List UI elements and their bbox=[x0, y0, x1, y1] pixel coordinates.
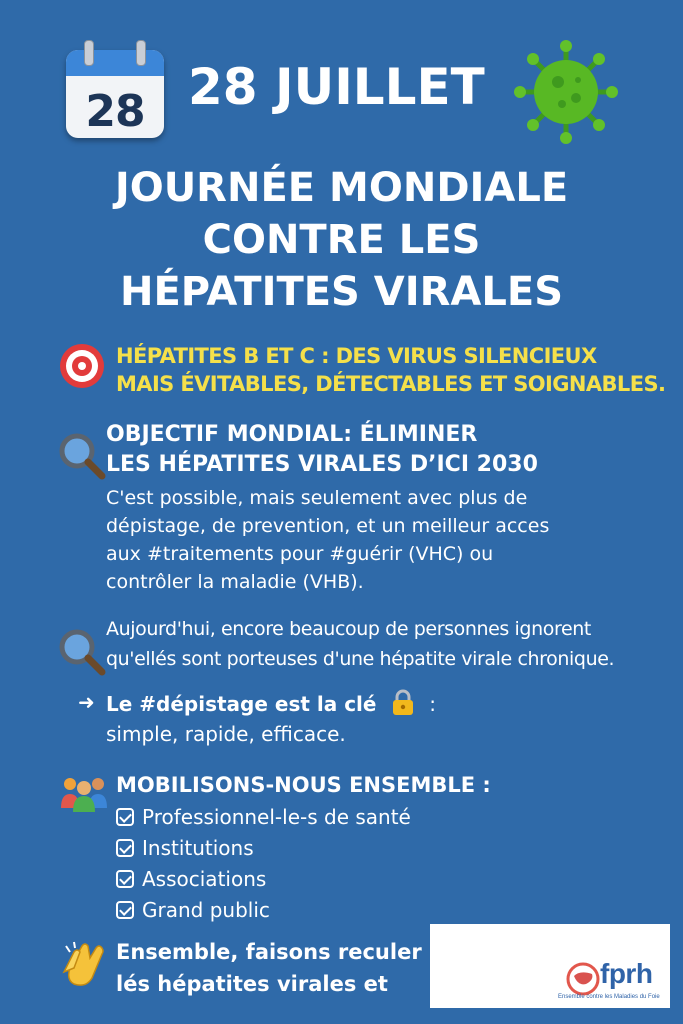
screening-bold: Le #dépistage est la clé bbox=[106, 692, 377, 716]
list-item: Grand public bbox=[116, 895, 516, 926]
logo-name: fprh bbox=[600, 958, 653, 989]
checkbox-icon bbox=[116, 870, 134, 888]
closing-line: lés hépatites virales et bbox=[116, 972, 388, 996]
objective-body-line: aux #traitements pour #guérir (VHC) ou bbox=[106, 543, 494, 565]
virus-icon bbox=[514, 40, 618, 144]
people-icon bbox=[60, 772, 108, 812]
magnifier-icon bbox=[56, 626, 106, 676]
title-line: JOURNÉE MONDIALE bbox=[114, 165, 569, 211]
list-item: Institutions bbox=[116, 833, 516, 864]
list-item: Associations bbox=[116, 864, 516, 895]
screening-text bbox=[106, 688, 586, 749]
closing-text bbox=[116, 936, 426, 1000]
target-icon bbox=[58, 342, 106, 390]
title-line: CONTRE LES bbox=[202, 217, 481, 263]
today-line: qu'ellés sont porteuses d'une hépatite virale chronique. bbox=[106, 648, 615, 670]
checkbox-icon bbox=[116, 901, 134, 919]
objective-body-line: C'est possible, mais seulement avec plus de bbox=[106, 487, 528, 509]
logo-tagline: Ensemble contre les Maladies du Foie bbox=[558, 994, 660, 1000]
title-line: HÉPATITES VIRALES bbox=[119, 269, 564, 315]
highlight-line: MAIS ÉVITABLES, DÉTECTABLES ET SOIGNABLES. bbox=[116, 372, 666, 396]
today-line: Aujourd'hui, encore beaucoup de personnes ignorent bbox=[106, 618, 591, 640]
objective-body-line: contrôler la maladie (VHB). bbox=[106, 571, 364, 593]
highlight-text bbox=[116, 342, 676, 398]
date-title: 28 JUILLET bbox=[188, 58, 485, 116]
objective-title-line: OBJECTIF MONDIAL: ÉLIMINER bbox=[106, 422, 478, 447]
closing-line: Ensemble, faisons reculer bbox=[116, 940, 422, 964]
calendar-icon bbox=[66, 40, 164, 138]
objective-title bbox=[106, 420, 666, 480]
mobilize-title: MOBILISONS-NOUS ENSEMBLE : bbox=[116, 773, 491, 797]
checkbox-icon bbox=[116, 839, 134, 857]
logo-panel bbox=[430, 924, 670, 1008]
clapping-hands-icon bbox=[60, 938, 110, 988]
objective-body bbox=[106, 484, 676, 596]
objective-body-line: dépistage, de prevention, et un meilleur acces bbox=[106, 515, 550, 537]
today-text bbox=[106, 614, 681, 674]
checkbox-icon bbox=[116, 808, 134, 826]
arrow-icon: ➜ bbox=[78, 690, 95, 714]
lock-icon bbox=[389, 688, 417, 716]
magnifier-icon bbox=[56, 430, 106, 480]
list-item: Professionnel-le-s de santé bbox=[116, 802, 516, 833]
checklist bbox=[116, 802, 516, 926]
liver-icon bbox=[566, 962, 600, 996]
calendar-day: 28 bbox=[85, 86, 145, 137]
main-title bbox=[30, 162, 653, 318]
screening-line2: simple, rapide, efficace. bbox=[106, 722, 346, 746]
objective-title-line: LES HÉPATITES VIRALES D’ICI 2030 bbox=[106, 452, 538, 477]
highlight-line: HÉPATITES B ET C : DES VIRUS SILENCIEUX bbox=[116, 344, 597, 368]
screening-colon: : bbox=[429, 692, 436, 716]
